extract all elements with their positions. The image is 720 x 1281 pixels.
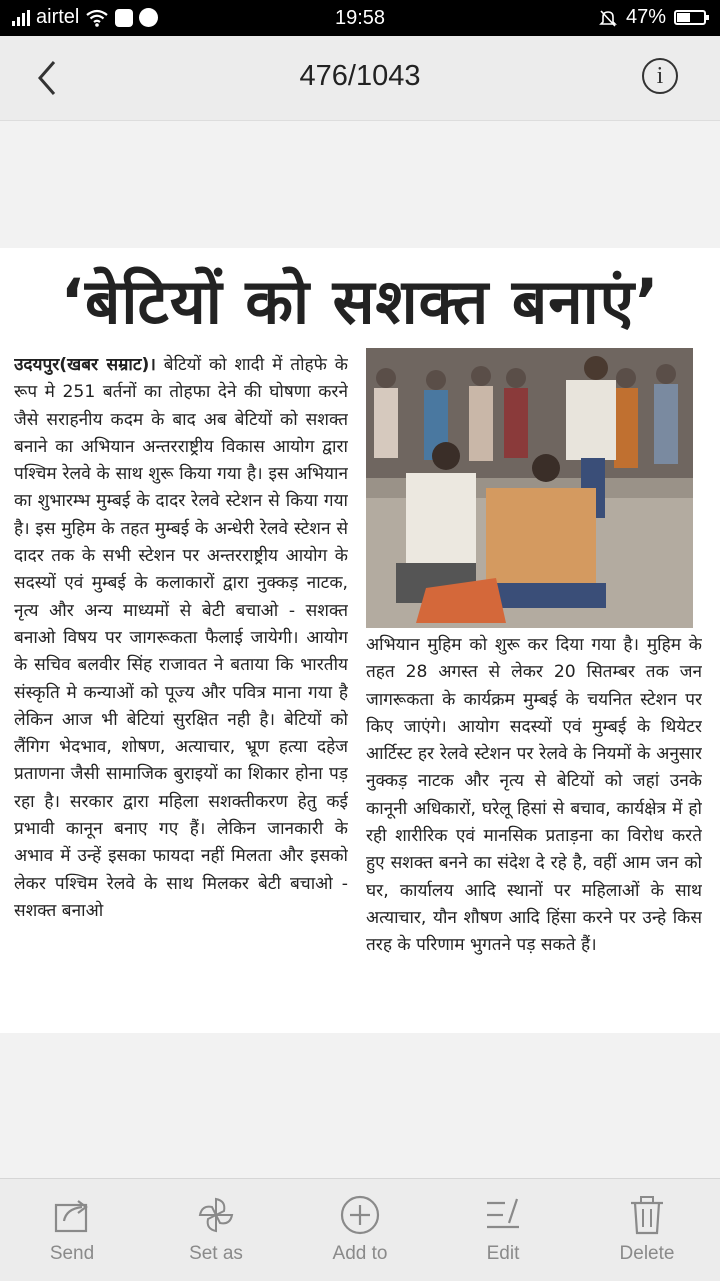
article-column-left xyxy=(14,352,348,1024)
edit-button[interactable] xyxy=(448,1193,558,1265)
battery-icon xyxy=(674,10,706,25)
send-label: Send xyxy=(49,1243,95,1264)
article-photo xyxy=(366,348,693,628)
trash-icon xyxy=(625,1193,669,1237)
article-dateline: उदयपुर(खबर सम्राट)। xyxy=(14,355,156,375)
bottom-action-bar xyxy=(0,1178,720,1281)
article-headline: ‘बेटियों को सशक्त बनाएं’ xyxy=(60,265,660,338)
edit-label: Edit xyxy=(486,1243,520,1264)
clock: 19:58 xyxy=(334,7,386,29)
set-as-button[interactable] xyxy=(161,1193,271,1265)
info-icon[interactable]: i xyxy=(642,58,678,94)
newspaper-clipping xyxy=(0,248,720,1033)
viewer-toolbar xyxy=(0,36,720,121)
add-to-label: Add to xyxy=(332,1243,388,1264)
page-counter: 476/1043 xyxy=(299,60,421,92)
alarm-off-icon xyxy=(598,8,618,28)
add-to-button[interactable] xyxy=(305,1193,415,1265)
carrier-label: airtel xyxy=(36,6,80,28)
edit-icon xyxy=(481,1193,525,1237)
set-as-label: Set as xyxy=(189,1243,243,1264)
share-icon xyxy=(50,1193,94,1237)
pinwheel-icon xyxy=(194,1193,238,1237)
status-bar xyxy=(0,0,720,36)
add-circle-icon xyxy=(338,1193,382,1237)
send-button[interactable] xyxy=(17,1193,127,1265)
article-column-right: अभियान मुहिम को शुरू कर दिया गया है। मुहिम के तहत 28 अगस्त से लेकर 20 सितम्बर तक जन जागरूकता के कार्यक्रम मुम्बई के चयनित स्टेशन पर किए जाएंगे। आयोग सदस्यों एवं मुम्बई के थियेटर आर्टिस्ट हर रेलवे स्टेशन पर रेलवे के नियमों के अनुसार नुक्कड़ नाटक और नृत्य से बेटियों को जहां उनके कानूनी अधिकारों, घरेलू हिसां से बचाव, कार्यक्षेत्र में हो रही शारीरिक एवं मानसिक प्रताड़ना का विरोध करते हुए सशक्त बनने का संदेश दे रहे है, वहीं आम जन को घर, कार्यालय आदि स्थानों पर महिलाओं के साथ अत्याचार, यौन शौषण आदि हिंसा करने पर उन्हे किस तरह के परिणाम भुगतने पड़ सकते हैं। xyxy=(366,635,702,956)
article-left-body: बेटियों को शादी में तोहफे के रूप मे 251 बर्तनों का तोहफा देने की घोषणा करने जैसे सराहनीय कदम के बाद अब बेटियों को सशक्त बनाने का अभियान अन्तरराष्ट्रीय विकास आयोग द्वारा पश्चिम रेलवे के साथ शुरू किया गया है। इस अभियान का शुभारम्भ मुम्बई के दादर रेलवे स्टेशन से किया गया है। इस मुहिम के तहत मुम्बई के अन्धेरी रेलवे स्टेशन से दादर तक के सभी स्टेशन पर अन्तरराष्ट्रीय आयोग के सदस्यों एवं मुम्बई के कलाकारों द्वारा नुक्कड़ नाटक, नृत्य और अन्य माध्यमों से बेटी बचाओ - सशक्त बनाओ विषय पर जागरूकता फैलाई जायेगी। आयोग के सचिव बलवीर सिंह राजावत ने बताया कि भारतीय संस्कृति मे कन्याओं को पूज्य और पवित्र माना गया है लेकिन आज भी बेटियां सुरक्षित नही है। बेटियों को लैंगिग भेदभाव, शोषण, अत्याचार, भ्रूण हत्या दहेज प्रताणना जैसी सामाजिक बुराइयों का शिकार होना पड़ रहा है। सरकार द्वारा महिला सशक्तीकरण हेतु कई प्रभावी कानून बनाए गए हैं। लेकिन जानकारी के अभाव में उन्हें इसका फायदा नहीं मिलता और इसको लेकर पश्चिम रेलवे के साथ मिलकर बेटी बचाओ - सशक्त बनाओ xyxy=(14,355,348,921)
delete-label: Delete xyxy=(619,1243,675,1264)
battery-percent: 47% xyxy=(625,6,666,28)
street-play-photo xyxy=(366,348,693,628)
delete-button[interactable] xyxy=(592,1193,702,1265)
